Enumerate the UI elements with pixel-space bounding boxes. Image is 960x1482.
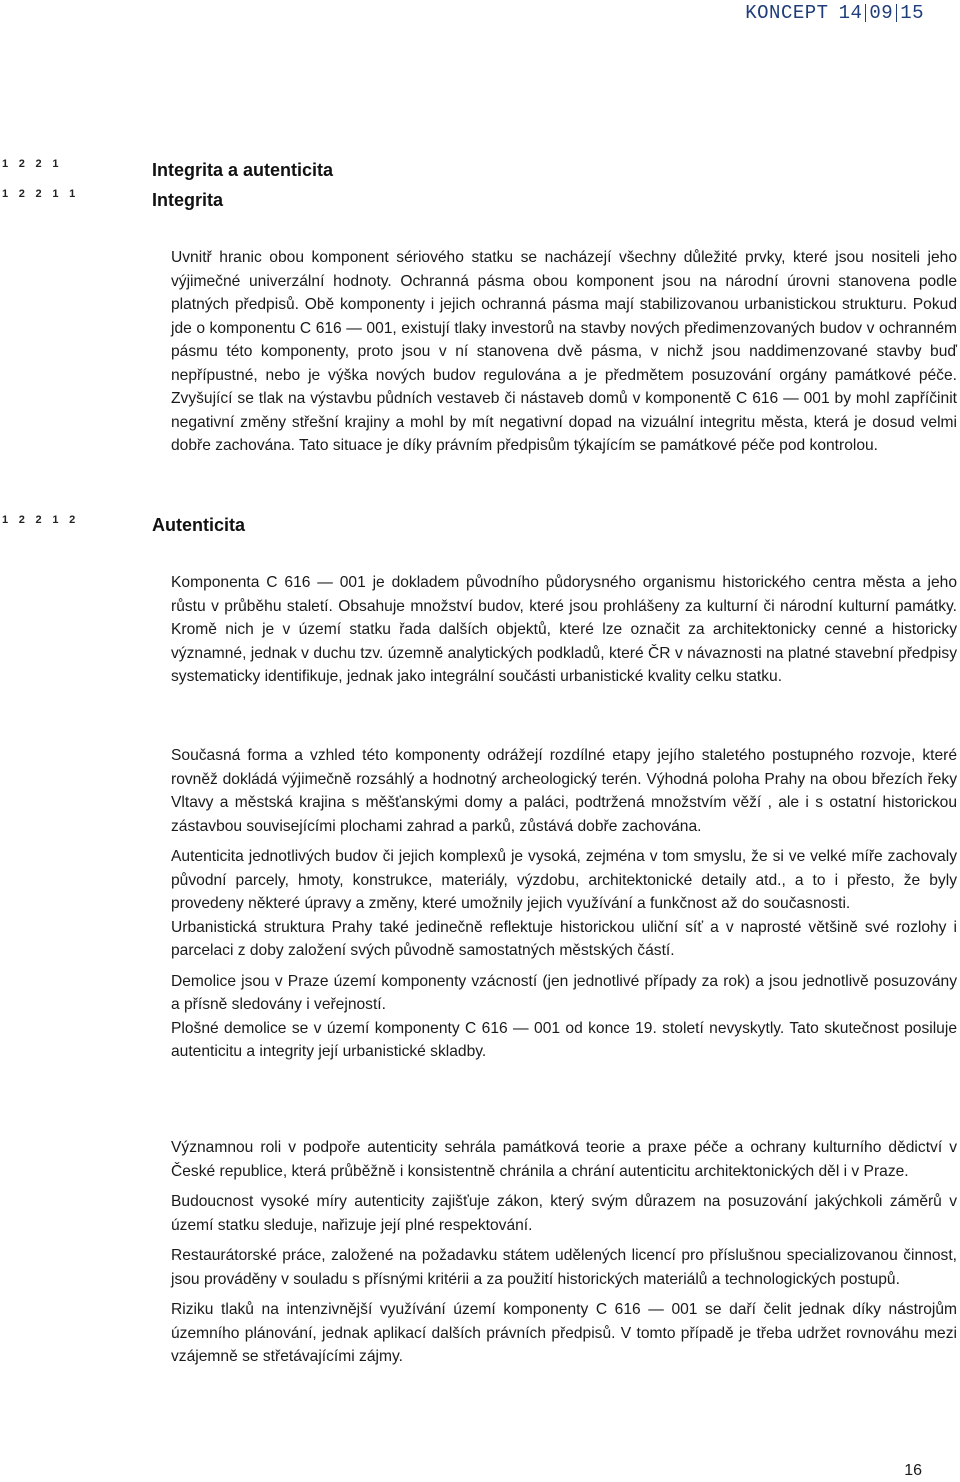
header-year: 15 — [900, 2, 924, 24]
paragraph: Urbanistická struktura Prahy také jedinečně reflektuje historickou uliční síť a v naprosté většině své rozlohy i parcelaci z doby založení svých původně samostatných městských částí. — [171, 918, 957, 959]
paragraph: Komponenta C 616 — 001 je dokladem původního půdorysného organismu historického centra města a jeho růstu v průběhu staletí. Obsahuje množství budov, které jsou prohlášeny za kulturní či národní kulturní památky. Kromě nich je v území statku řada dalších objektů, které lze označit za architektonicky cenné a historicky významné, jednak v duchu tzv. územně analytických podkladů, které ČR v návaznosti na platné stavební předpisy systematicky identifikuje, jednak jako integrální součásti urbanistické kvality celku statku. — [171, 574, 957, 685]
paragraph: Autenticita jednotlivých budov či jejich komplexů je vysoká, zejména v tom smyslu, že si ve velké míře zachovaly původní parcely, hmoty, konstrukce, materiály, výzdobu, architektonické detaily atd., a to i přesto, že byly provedeny některé úpravy a změny, které umožnily jejich využívání a funkčnost až do současnosti. — [171, 848, 957, 912]
header-month: 09 — [869, 2, 894, 24]
section-number: 1 2 2 1 2 — [2, 514, 76, 526]
section-title: Integrita — [152, 190, 224, 210]
paragraph: Riziku tlaků na intenzivnější využívání území komponenty C 616 — 001 se daří čelit jednak díky nástrojům územního plánování, jednak aplikací dalších právních předpisů. V tomto případě je třeba udržet rovnováhu mezi vzájemně se střetávajícími zájmy. — [171, 1301, 957, 1365]
paragraph: Demolice jsou v Praze území komponenty vzácností (jen jednotlivé případy za rok) a jsou jednotlivě posuzovány a přísně sledovány i veřejností. — [171, 972, 957, 1013]
section-title: Autenticita — [152, 515, 246, 535]
section-number: 1 2 2 1 — [2, 158, 59, 170]
header-day: 14 — [838, 2, 863, 24]
header-separator — [865, 4, 866, 22]
document-header — [745, 2, 924, 24]
autenticita-text-1 — [171, 571, 957, 689]
autenticita-text-3 — [171, 1136, 957, 1369]
header-separator — [896, 4, 897, 22]
section-number: 1 2 2 1 1 — [2, 188, 76, 200]
paragraph: Budoucnost vysoké míry autenticity zajišťuje zákon, který svým důrazem na posuzování jakýchkoli záměrů v území statku sleduje, nařizuje její plné respektování. — [171, 1193, 957, 1234]
paragraph: Současná forma a vzhled této komponenty odrážejí rozdílné etapy jejího staletého postupného rozvoje, které rovněž dokládá výjimečně rozsáhlý a hodnotný archeologický terén. Výhodná poloha Prahy na obou březích řeky Vltavy a městská krajina s měšťanskými domy a paláci, podtržená množstvím věží , ale i s ostatní historickou zástavbou souvisejícími plochami zahrad a parků, zůstává dobře zachována. — [171, 747, 957, 835]
integrita-text — [171, 246, 957, 458]
page-number: 16 — [904, 1462, 922, 1479]
header-label: KONCEPT — [745, 2, 829, 24]
paragraph: Restaurátorské práce, založené na požadavku státem udělených licencí pro příslušnou specializovanou činnost, jsou prováděny v souladu s přísnými kritérii a za použití historických materiálů a technologických postupů. — [171, 1247, 957, 1288]
paragraph: Plošné demolice se v území komponenty C 616 — 001 od konce 19. století nevyskytly. Tato skutečnost posiluje autenticitu a integrity její urbanistické skladby. — [171, 1019, 957, 1060]
paragraph: Významnou roli v podpoře autenticity sehrála památková teorie a praxe péče a ochrany kulturního dědictví v České republice, která průběžně i konsistentně chránila a chrání autenticitu architektonických děl i v Praze. — [171, 1139, 957, 1180]
autenticita-text-2 — [171, 744, 957, 1064]
section-title: Integrita a autenticita — [152, 160, 334, 180]
paragraph: Uvnitř hranic obou komponent sériového statku se nacházejí všechny důležité prvky, které jsou nositeli jeho výjimečné univerzální hodnoty. Ochranná pásma obou komponent jsou na národní úrovni stanovena podle platných předpisů. Obě komponenty i jejich ochranná pásma mají stabilizovanou urbanistickou strukturu. Pokud jde o komponentu C 616 — 001, existují tlaky investorů na stavby nových předimenzovaných budov v ochranném pásmu této komponenty, proto jsou v ní stanovena dvě pásma, v nichž jsou naddimenzované stavby buď nepřípustné, nebo je výška nových budov regulována a je předmětem posuzování orgány památkové péče. Zvyšující se tlak na výstavbu půdních vestaveb či nástaveb domů v komponentě C 616 — 001 by mohl zapříčinit negativní změny střešní krajiny a mohl by mít negativní dopad na vizuální integritu města, která je dosud velmi dobře zachována. Tato situace je díky právním předpisům týkajícím se památkové péče pod kontrolou. — [171, 249, 957, 454]
